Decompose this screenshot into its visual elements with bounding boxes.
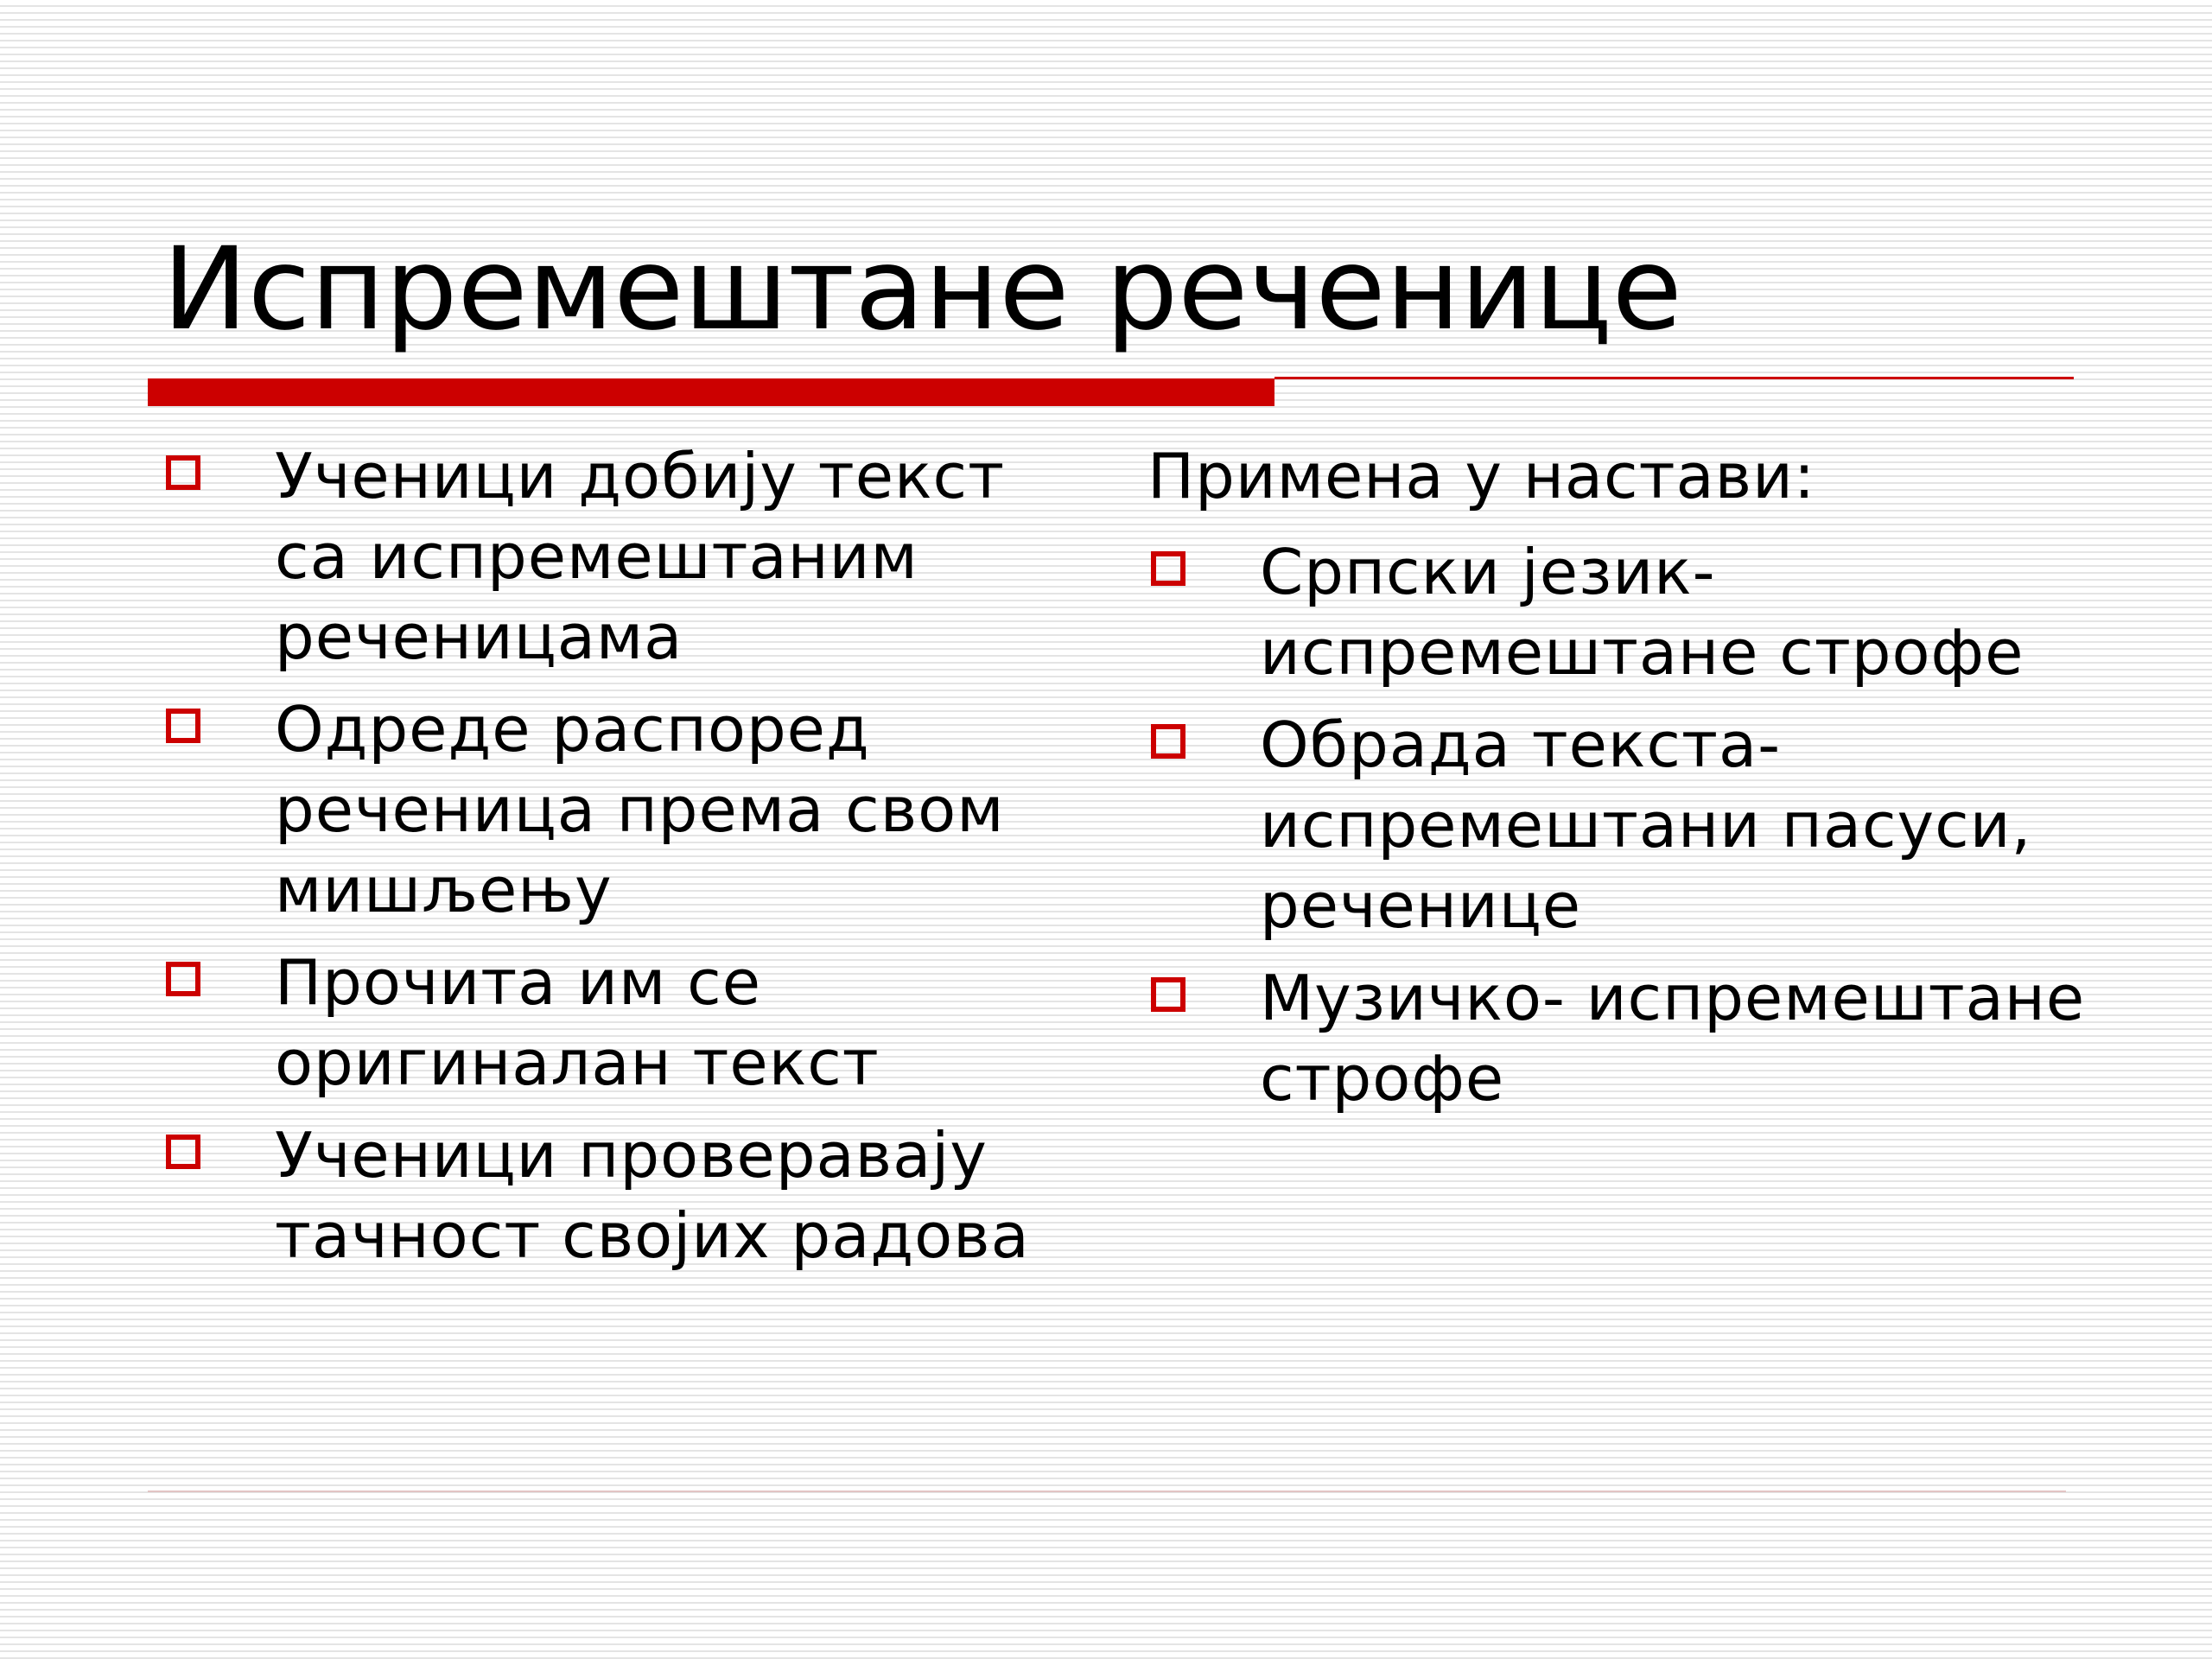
title-underline-thin (1274, 377, 2074, 379)
list-item (1147, 532, 2098, 693)
list-item-text: Српски језик- испремештане строфе (1260, 536, 2024, 689)
title-underline-thick (148, 378, 1274, 406)
list-item-text: Одреде распоред реченица према свом мишљењу (275, 693, 1005, 926)
left-column (162, 436, 1096, 1288)
list-item (1147, 705, 2098, 946)
list-item (1147, 958, 2098, 1119)
footer-divider (148, 1491, 2066, 1492)
left-bullet-list (162, 436, 1096, 1276)
list-item (162, 436, 1096, 677)
list-item-text: Обрада текста- испремештани пасуси, реченице (1260, 709, 2032, 942)
right-column (1147, 436, 2098, 1131)
slide-title: Испремештане реченице (162, 223, 1682, 356)
square-bullet-icon (166, 962, 200, 996)
right-bullet-list (1147, 532, 2098, 1119)
list-item (162, 690, 1096, 931)
square-bullet-icon (166, 709, 200, 743)
square-bullet-icon (166, 1135, 200, 1169)
list-item-text: Прочита им се оригиналан текст (275, 946, 880, 1099)
square-bullet-icon (1151, 977, 1185, 1012)
list-item (162, 943, 1096, 1103)
square-bullet-icon (1151, 724, 1185, 759)
square-bullet-icon (166, 455, 200, 490)
list-item (162, 1116, 1096, 1276)
list-item-text: Ученици проверавају тачност својих радова (275, 1119, 1030, 1272)
square-bullet-icon (1151, 551, 1185, 586)
list-item-text: Ученици добију текст са испремештаним реченицама (275, 440, 1006, 673)
list-item-text: Музичко- испремештане строфе (1260, 962, 2086, 1115)
right-column-intro: Примена у настави: (1147, 440, 1816, 512)
